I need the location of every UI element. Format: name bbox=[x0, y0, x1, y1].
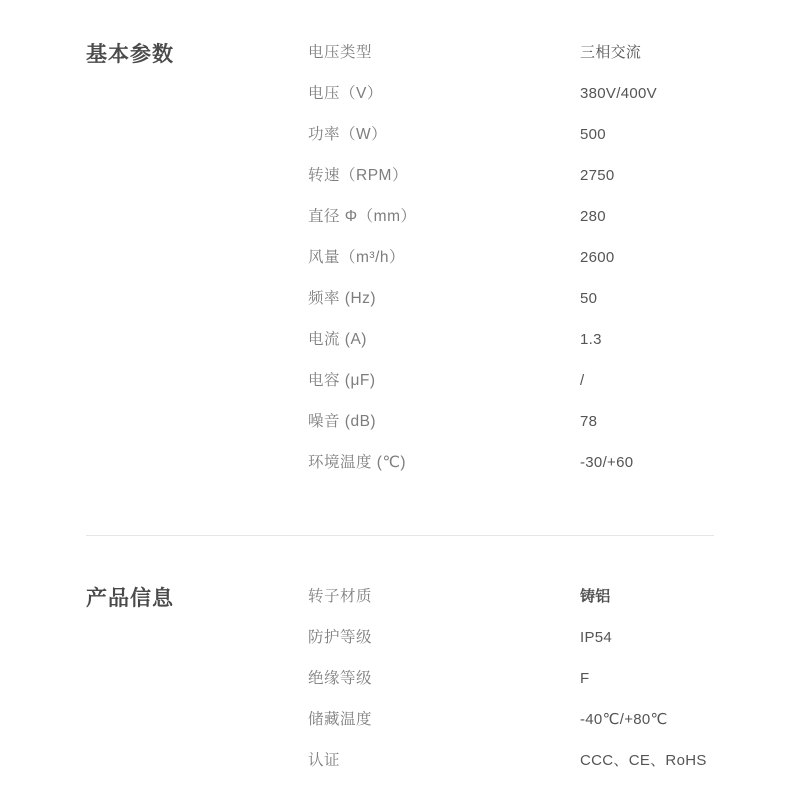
spec-label: 转子材质 bbox=[308, 588, 373, 605]
spec-label: 认证 bbox=[308, 752, 341, 769]
spec-value: 280 bbox=[580, 208, 606, 225]
spec-value: 78 bbox=[580, 413, 598, 430]
spacer-below-divider bbox=[0, 536, 800, 584]
section-product-information bbox=[0, 584, 800, 789]
table-row bbox=[308, 204, 760, 245]
spec-label: 电压类型 bbox=[308, 44, 373, 61]
spec-label: 噪音 (dB) bbox=[308, 413, 377, 430]
spec-value: 三相交流 bbox=[580, 44, 642, 61]
spec-label: 直径 Φ（mm） bbox=[308, 208, 417, 225]
spec-value: CCC、CE、RoHS bbox=[580, 752, 707, 769]
table-row bbox=[308, 450, 760, 491]
spec-label: 风量（m³/h） bbox=[308, 249, 406, 266]
table-row bbox=[308, 40, 760, 81]
spec-value: IP54 bbox=[580, 629, 613, 646]
spec-label: 功率（W） bbox=[308, 126, 388, 143]
spec-label: 频率 (Hz) bbox=[308, 290, 377, 307]
spec-value: -30/+60 bbox=[580, 454, 634, 471]
spec-table-product-information bbox=[308, 584, 760, 789]
table-row bbox=[308, 163, 760, 204]
table-row bbox=[308, 625, 760, 666]
table-row bbox=[308, 286, 760, 327]
table-row bbox=[308, 245, 760, 286]
table-row bbox=[308, 584, 760, 625]
spec-value: / bbox=[580, 372, 585, 389]
table-row bbox=[308, 122, 760, 163]
spec-label: 电压（V） bbox=[308, 85, 383, 102]
spec-value: 2600 bbox=[580, 249, 615, 266]
table-row bbox=[308, 327, 760, 368]
section-title-product-information: 产品信息 bbox=[86, 587, 174, 610]
spacer-above-divider bbox=[0, 491, 800, 535]
table-row bbox=[308, 409, 760, 450]
spec-value: 500 bbox=[580, 126, 606, 143]
spec-label: 电容 (μF) bbox=[308, 372, 376, 389]
spec-label: 电流 (A) bbox=[308, 331, 367, 348]
spec-label: 绝缘等级 bbox=[308, 670, 373, 687]
spec-value: 380V/400V bbox=[580, 85, 657, 102]
spec-value: 铸铝 bbox=[580, 588, 611, 605]
spec-value: -40℃/+80℃ bbox=[580, 711, 668, 728]
spec-value: F bbox=[580, 670, 590, 687]
table-row bbox=[308, 368, 760, 409]
table-row bbox=[308, 707, 760, 748]
spec-value: 1.3 bbox=[580, 331, 602, 348]
spec-label: 储藏温度 bbox=[308, 711, 373, 728]
spec-label: 转速（RPM） bbox=[308, 167, 408, 184]
spec-label: 环境温度 (℃) bbox=[308, 454, 407, 471]
table-row bbox=[308, 748, 760, 789]
section-title-basic-parameters: 基本参数 bbox=[86, 43, 174, 66]
spec-value: 50 bbox=[580, 290, 598, 307]
table-row bbox=[308, 666, 760, 707]
spec-value: 2750 bbox=[580, 167, 615, 184]
table-row bbox=[308, 81, 760, 122]
spec-table-basic-parameters bbox=[308, 40, 760, 491]
spec-label: 防护等级 bbox=[308, 629, 373, 646]
